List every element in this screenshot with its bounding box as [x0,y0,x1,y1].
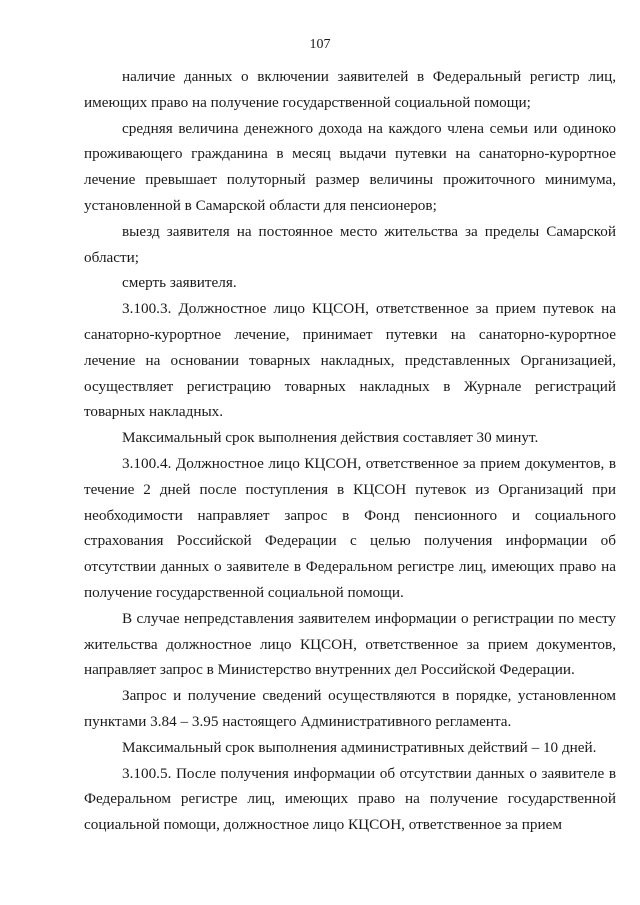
page-number: 107 [309,37,331,52]
paragraph: выезд заявителя на постоянное место жительства за пределы Самарской области; [84,222,616,266]
paragraph: средняя величина денежного дохода на каждого члена семьи или одиноко проживающего гражданина в месяц выдачи путевки на санаторно-курортное лечение превышает полуторный размер величины прожиточного минимума, установленной в Самарской области для пенсионеров; [84,119,616,214]
paragraph: 3.100.5. После получения информации об отсутствии данных о заявителе в Федеральном регистре лиц, имеющих право на получение государственной социальной помощи, должностное лицо КЦСОН, ответственное за прием [84,764,616,834]
paragraph: наличие данных о включении заявителей в Федеральный регистр лиц, имеющих право на получение государственной социальной помощи; [84,68,616,111]
paragraph: Максимальный срок выполнения административных действий – 10 дней. [122,738,597,756]
paragraph: 3.100.3. Должностное лицо КЦСОН, ответственное за прием путевок на санаторно-курортное лечение, принимает путевки на санаторно-курортное лечение на основании товарных накладных, представленных Организацией, осуществляет регистрацию товарных накладных в Журнале регистраций товарных накладных. [84,300,616,421]
paragraph: смерть заявителя. [122,274,237,292]
paragraph: Запрос и получение сведений осуществляются в порядке, установленном пунктами 3.84 – 3.95 настоящего Административного регламента. [84,687,616,730]
paragraph: 3.100.4. Должностное лицо КЦСОН, ответственное за прием документов, в течение 2 дней после поступления в КЦСОН путевок из Организаций при необходимости направляет запрос в Фонд пенсионного и социального страхования Российской Федерации с целью получения информации об отсутствии данных о заявителе в Федеральном регистре лиц, имеющих право на получение государственной социальной помощи. [84,454,616,601]
paragraph: В случае непредставления заявителем информации о регистрации по месту жительства должностное лицо КЦСОН, ответственное за прием документов, направляет запрос в Министерство внутренних дел Российской Федерации. [84,609,616,679]
paragraph: Максимальный срок выполнения действия составляет 30 минут. [122,429,539,447]
document-body [84,64,616,838]
